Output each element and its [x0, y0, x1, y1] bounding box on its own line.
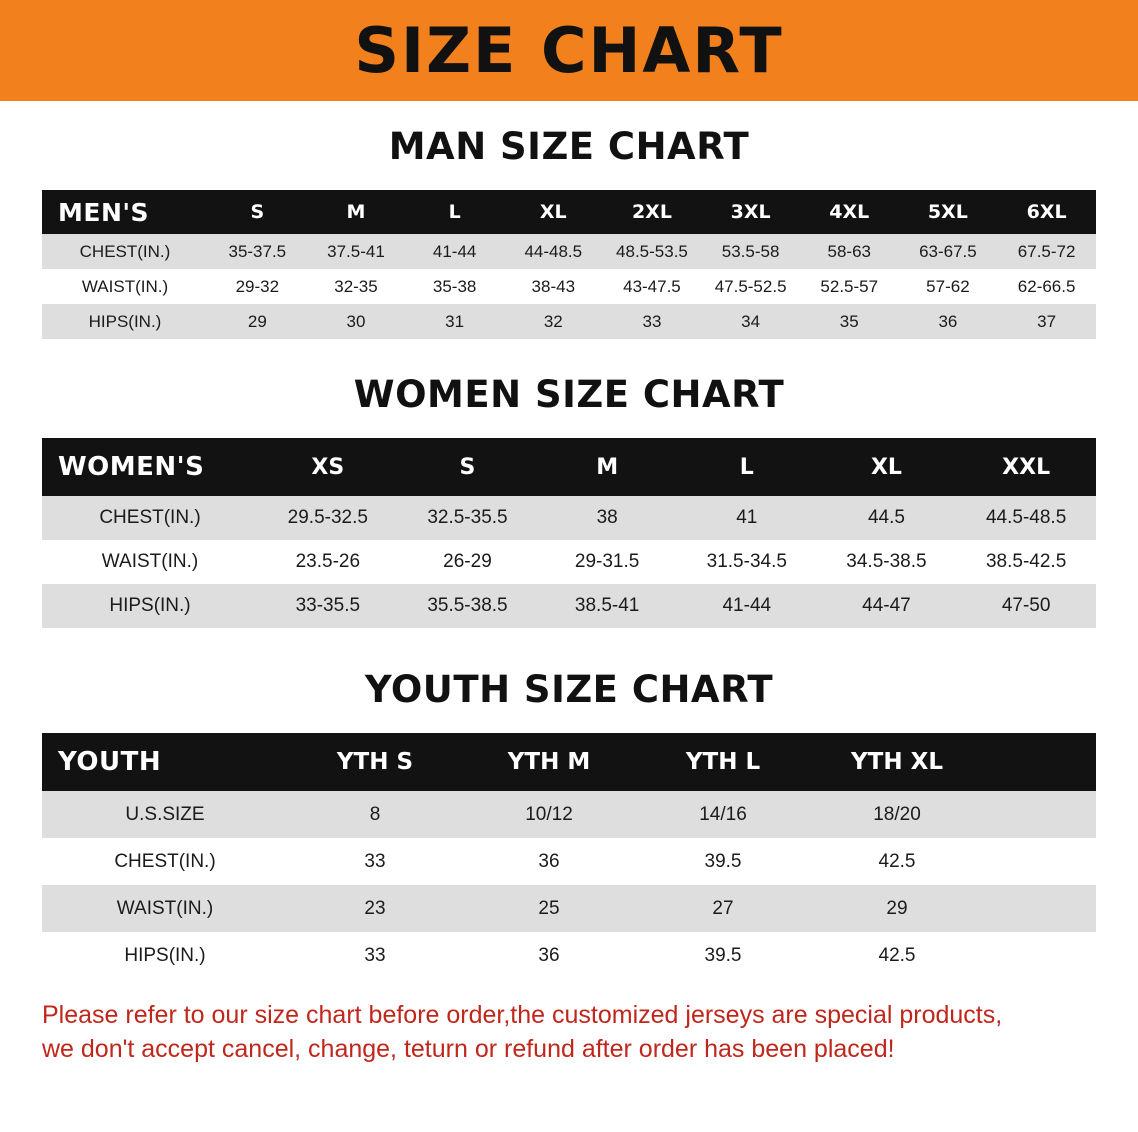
- youth-header-cell: YTH S: [288, 733, 462, 791]
- cell: 8: [288, 791, 462, 838]
- table-row: [42, 932, 1096, 979]
- row-label: CHEST(IN.): [42, 496, 258, 540]
- women-header-cell: M: [537, 438, 677, 496]
- policy-note-line-2: we don't accept cancel, change, teturn or refund after order has been placed!: [42, 1034, 895, 1063]
- cell: 63-67.5: [899, 234, 998, 269]
- table-row: [42, 496, 1096, 540]
- table-row: [42, 885, 1096, 932]
- row-label: HIPS(IN.): [42, 304, 208, 339]
- women-table-wrap: [0, 438, 1138, 628]
- row-label: HIPS(IN.): [42, 584, 258, 628]
- cell: 32: [504, 304, 603, 339]
- cell: 47.5-52.5: [701, 269, 800, 304]
- youth-size-table: [42, 733, 1096, 979]
- cell: 44-47: [817, 584, 957, 628]
- man-size-table: [42, 190, 1096, 339]
- cell: 31: [405, 304, 504, 339]
- cell: 37.5-41: [307, 234, 406, 269]
- cell: 27: [636, 885, 810, 932]
- youth-header-cell: YTH M: [462, 733, 636, 791]
- cell: 39.5: [636, 932, 810, 979]
- women-header-label: WOMEN'S: [42, 438, 258, 496]
- row-label: HIPS(IN.): [42, 932, 288, 979]
- cell: 38-43: [504, 269, 603, 304]
- cell: 44.5-48.5: [956, 496, 1096, 540]
- cell: 33: [288, 932, 462, 979]
- men-header-cell: L: [405, 190, 504, 234]
- man-section-title: MAN SIZE CHART: [388, 125, 750, 168]
- men-header-cell: 3XL: [701, 190, 800, 234]
- cell: 32.5-35.5: [398, 496, 538, 540]
- women-size-table: [42, 438, 1096, 628]
- cell: 18/20: [810, 791, 984, 838]
- table-row: [42, 540, 1096, 584]
- women-header-cell: XL: [817, 438, 957, 496]
- cell: 23: [288, 885, 462, 932]
- cell: 41-44: [405, 234, 504, 269]
- cell: 35-38: [405, 269, 504, 304]
- cell: 35: [800, 304, 899, 339]
- row-label: WAIST(IN.): [42, 269, 208, 304]
- cell: 33-35.5: [258, 584, 398, 628]
- cell: 44.5: [817, 496, 957, 540]
- table-row: [42, 838, 1096, 885]
- row-label: CHEST(IN.): [42, 838, 288, 885]
- row-label: U.S.SIZE: [42, 791, 288, 838]
- men-header-cell: 2XL: [603, 190, 702, 234]
- cell-spacer: [984, 838, 1096, 885]
- cell: 23.5-26: [258, 540, 398, 584]
- cell: 29-31.5: [537, 540, 677, 584]
- cell: 41: [677, 496, 817, 540]
- policy-note: [42, 999, 1096, 1067]
- cell: 44-48.5: [504, 234, 603, 269]
- youth-table-wrap: [0, 733, 1138, 979]
- cell: 29: [208, 304, 307, 339]
- table-header-row: [42, 438, 1096, 496]
- policy-note-line-1: Please refer to our size chart before order,the customized jerseys are special products,: [42, 1001, 1003, 1029]
- cell-spacer: [984, 885, 1096, 932]
- table-row: [42, 584, 1096, 628]
- cell: 10/12: [462, 791, 636, 838]
- men-header-cell: XL: [504, 190, 603, 234]
- cell: 36: [462, 838, 636, 885]
- cell: 36: [462, 932, 636, 979]
- cell: 14/16: [636, 791, 810, 838]
- women-header-cell: XXL: [956, 438, 1096, 496]
- cell: 33: [288, 838, 462, 885]
- women-header-cell: L: [677, 438, 817, 496]
- cell: 35.5-38.5: [398, 584, 538, 628]
- cell: 35-37.5: [208, 234, 307, 269]
- women-header-cell: XS: [258, 438, 398, 496]
- cell: 39.5: [636, 838, 810, 885]
- youth-header-cell: YTH XL: [810, 733, 984, 791]
- youth-section-title: YOUTH SIZE CHART: [364, 668, 774, 711]
- cell: 38.5-41: [537, 584, 677, 628]
- cell: 31.5-34.5: [677, 540, 817, 584]
- men-header-cell: 6XL: [997, 190, 1096, 234]
- women-section-title: WOMEN SIZE CHART: [353, 373, 785, 416]
- cell: 48.5-53.5: [603, 234, 702, 269]
- youth-header-cell: YTH L: [636, 733, 810, 791]
- cell: 29-32: [208, 269, 307, 304]
- cell: 42.5: [810, 932, 984, 979]
- banner: [0, 0, 1138, 101]
- table-row: [42, 791, 1096, 838]
- cell: 38: [537, 496, 677, 540]
- row-label: WAIST(IN.): [42, 885, 288, 932]
- women-header-cell: S: [398, 438, 538, 496]
- cell: 53.5-58: [701, 234, 800, 269]
- row-label: WAIST(IN.): [42, 540, 258, 584]
- cell: 58-63: [800, 234, 899, 269]
- cell: 29: [810, 885, 984, 932]
- men-header-label: MEN'S: [42, 190, 208, 234]
- cell: 52.5-57: [800, 269, 899, 304]
- table-row: [42, 234, 1096, 269]
- cell: 33: [603, 304, 702, 339]
- cell: 30: [307, 304, 406, 339]
- table-header-row: [42, 733, 1096, 791]
- cell: 67.5-72: [997, 234, 1096, 269]
- cell: 38.5-42.5: [956, 540, 1096, 584]
- cell: 32-35: [307, 269, 406, 304]
- table-row: [42, 304, 1096, 339]
- cell: 43-47.5: [603, 269, 702, 304]
- page-title: SIZE CHART: [354, 13, 784, 87]
- cell: 29.5-32.5: [258, 496, 398, 540]
- cell: 57-62: [899, 269, 998, 304]
- cell: 47-50: [956, 584, 1096, 628]
- cell: 34: [701, 304, 800, 339]
- men-header-cell: S: [208, 190, 307, 234]
- table-header-row: [42, 190, 1096, 234]
- cell-spacer: [984, 932, 1096, 979]
- cell: 37: [997, 304, 1096, 339]
- youth-header-spacer: [984, 733, 1096, 791]
- man-table-wrap: [0, 190, 1138, 339]
- table-row: [42, 269, 1096, 304]
- cell: 25: [462, 885, 636, 932]
- cell: 41-44: [677, 584, 817, 628]
- cell: 34.5-38.5: [817, 540, 957, 584]
- cell: 26-29: [398, 540, 538, 584]
- row-label: CHEST(IN.): [42, 234, 208, 269]
- men-header-cell: 4XL: [800, 190, 899, 234]
- cell: 62-66.5: [997, 269, 1096, 304]
- men-header-cell: 5XL: [899, 190, 998, 234]
- men-header-cell: M: [307, 190, 406, 234]
- youth-header-label: YOUTH: [42, 733, 288, 791]
- cell: 36: [899, 304, 998, 339]
- cell: 42.5: [810, 838, 984, 885]
- cell-spacer: [984, 791, 1096, 838]
